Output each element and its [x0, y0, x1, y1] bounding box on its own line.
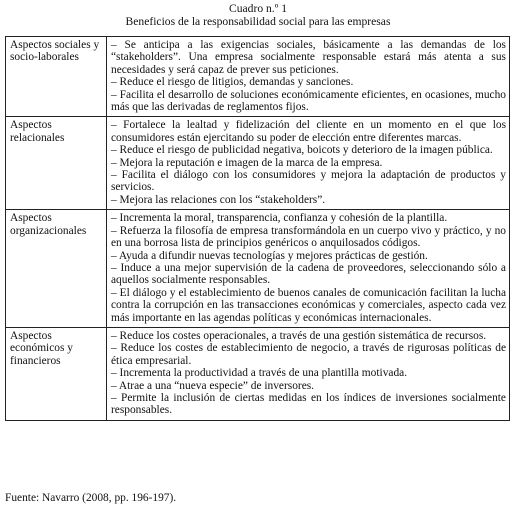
aspect-label: Aspectos organizacionales: [10, 212, 87, 237]
source-note: Fuente: Navarro (2008, pp. 196-197).: [5, 492, 177, 504]
benefit-item: – Incrementa la productividad a través de una plantilla motivada.: [111, 367, 408, 380]
benefits-cell: [107, 327, 510, 420]
aspect-label: Aspectos sociales y socio-laborales: [10, 39, 100, 64]
benefit-item: – Incrementa la moral, transparencia, confianza y cohesión de la plantilla.: [111, 212, 448, 225]
benefit-item: – Fortalece la lealtad y fidelización del cliente en un momento en el que los consumidores están ejercitando su poder de elección entre diferentes marcas.: [111, 119, 506, 144]
aspect-cell: [6, 117, 107, 210]
benefit-item: – El diálogo y el establecimiento de buenos canales de comunicación facilitan la lucha contra la corrupción en las transacciones económicas y comerciales, aspecto cada vez más importante en las agendas políticas y económicas internacionales.: [111, 286, 506, 324]
benefit-item: – Reduce el riesgo de litigios, demandas y sanciones.: [111, 76, 354, 89]
benefit-item: – Refuerza la filosofía de empresa transformándola en un cuerpo vivo y práctico, y no en una borrosa lista de principios genéricos o anquilosados códigos.: [111, 224, 506, 250]
benefit-item: – Reduce los costes de establecimiento de negocio, a través de rigurosas políticas de ética empresarial.: [111, 342, 506, 367]
benefit-item: – Mejora las relaciones con los “stakeholders”.: [111, 193, 326, 206]
benefits-table: [5, 36, 510, 421]
benefits-cell: [107, 117, 510, 210]
table-caption: [0, 0, 516, 28]
table-row: [6, 37, 510, 117]
table-row: [6, 117, 510, 210]
benefit-item: – Ayuda a difundir nuevas tecnologías y mejores prácticas de gestión.: [111, 249, 428, 262]
aspect-cell: [6, 37, 107, 117]
table-row: [6, 327, 510, 420]
benefit-item: – Facilita el desarrollo de soluciones económicamente eficientes, en ocasiones, mucho más que las derivadas de reglamentos fijos.: [111, 88, 506, 114]
table-row: [6, 210, 510, 328]
benefit-item: – Se anticipa a las exigencias sociales, básicamente a las demandas de los “stakeholders”. Una empresa socialmente responsable estará más atenta a sus necesidades y será capaz de prever sus peticiones.: [111, 39, 506, 76]
benefit-item: – Mejora la reputación e imagen de la marca de la empresa.: [111, 156, 383, 169]
benefits-cell: [107, 210, 510, 328]
benefit-item: – Reduce el riesgo de publicidad negativa, boicots y deterioro de la imagen pública.: [111, 144, 493, 157]
aspect-label: Aspectos económicos y financieros: [10, 329, 73, 367]
benefit-item: – Reduce los costes operacionales, a través de una gestión sistemática de recursos.: [111, 329, 487, 342]
benefit-item: – Induce a una mejor supervisión de la cadena de proveedores, seleccionando sólo a aquellos socialmente responsables.: [111, 261, 506, 287]
benefit-item: – Permite la inclusión de ciertas medidas en los índices de inversiones socialmente responsables.: [111, 391, 506, 417]
benefits-table-body: [6, 37, 510, 421]
aspect-cell: [6, 327, 107, 420]
table-title: Beneficios de la responsabilidad social para las empresas: [125, 15, 391, 28]
benefits-cell: [107, 37, 510, 117]
benefit-item: – Atrae a una “nueva especie” de inversores.: [111, 379, 315, 392]
table-number: Cuadro n.º 1: [228, 2, 287, 15]
aspect-label: Aspectos relacionales: [10, 119, 65, 144]
aspect-cell: [6, 210, 107, 328]
benefit-item: – Facilita el diálogo con los consumidores y mejora la adaptación de productos y servicios.: [111, 169, 506, 194]
